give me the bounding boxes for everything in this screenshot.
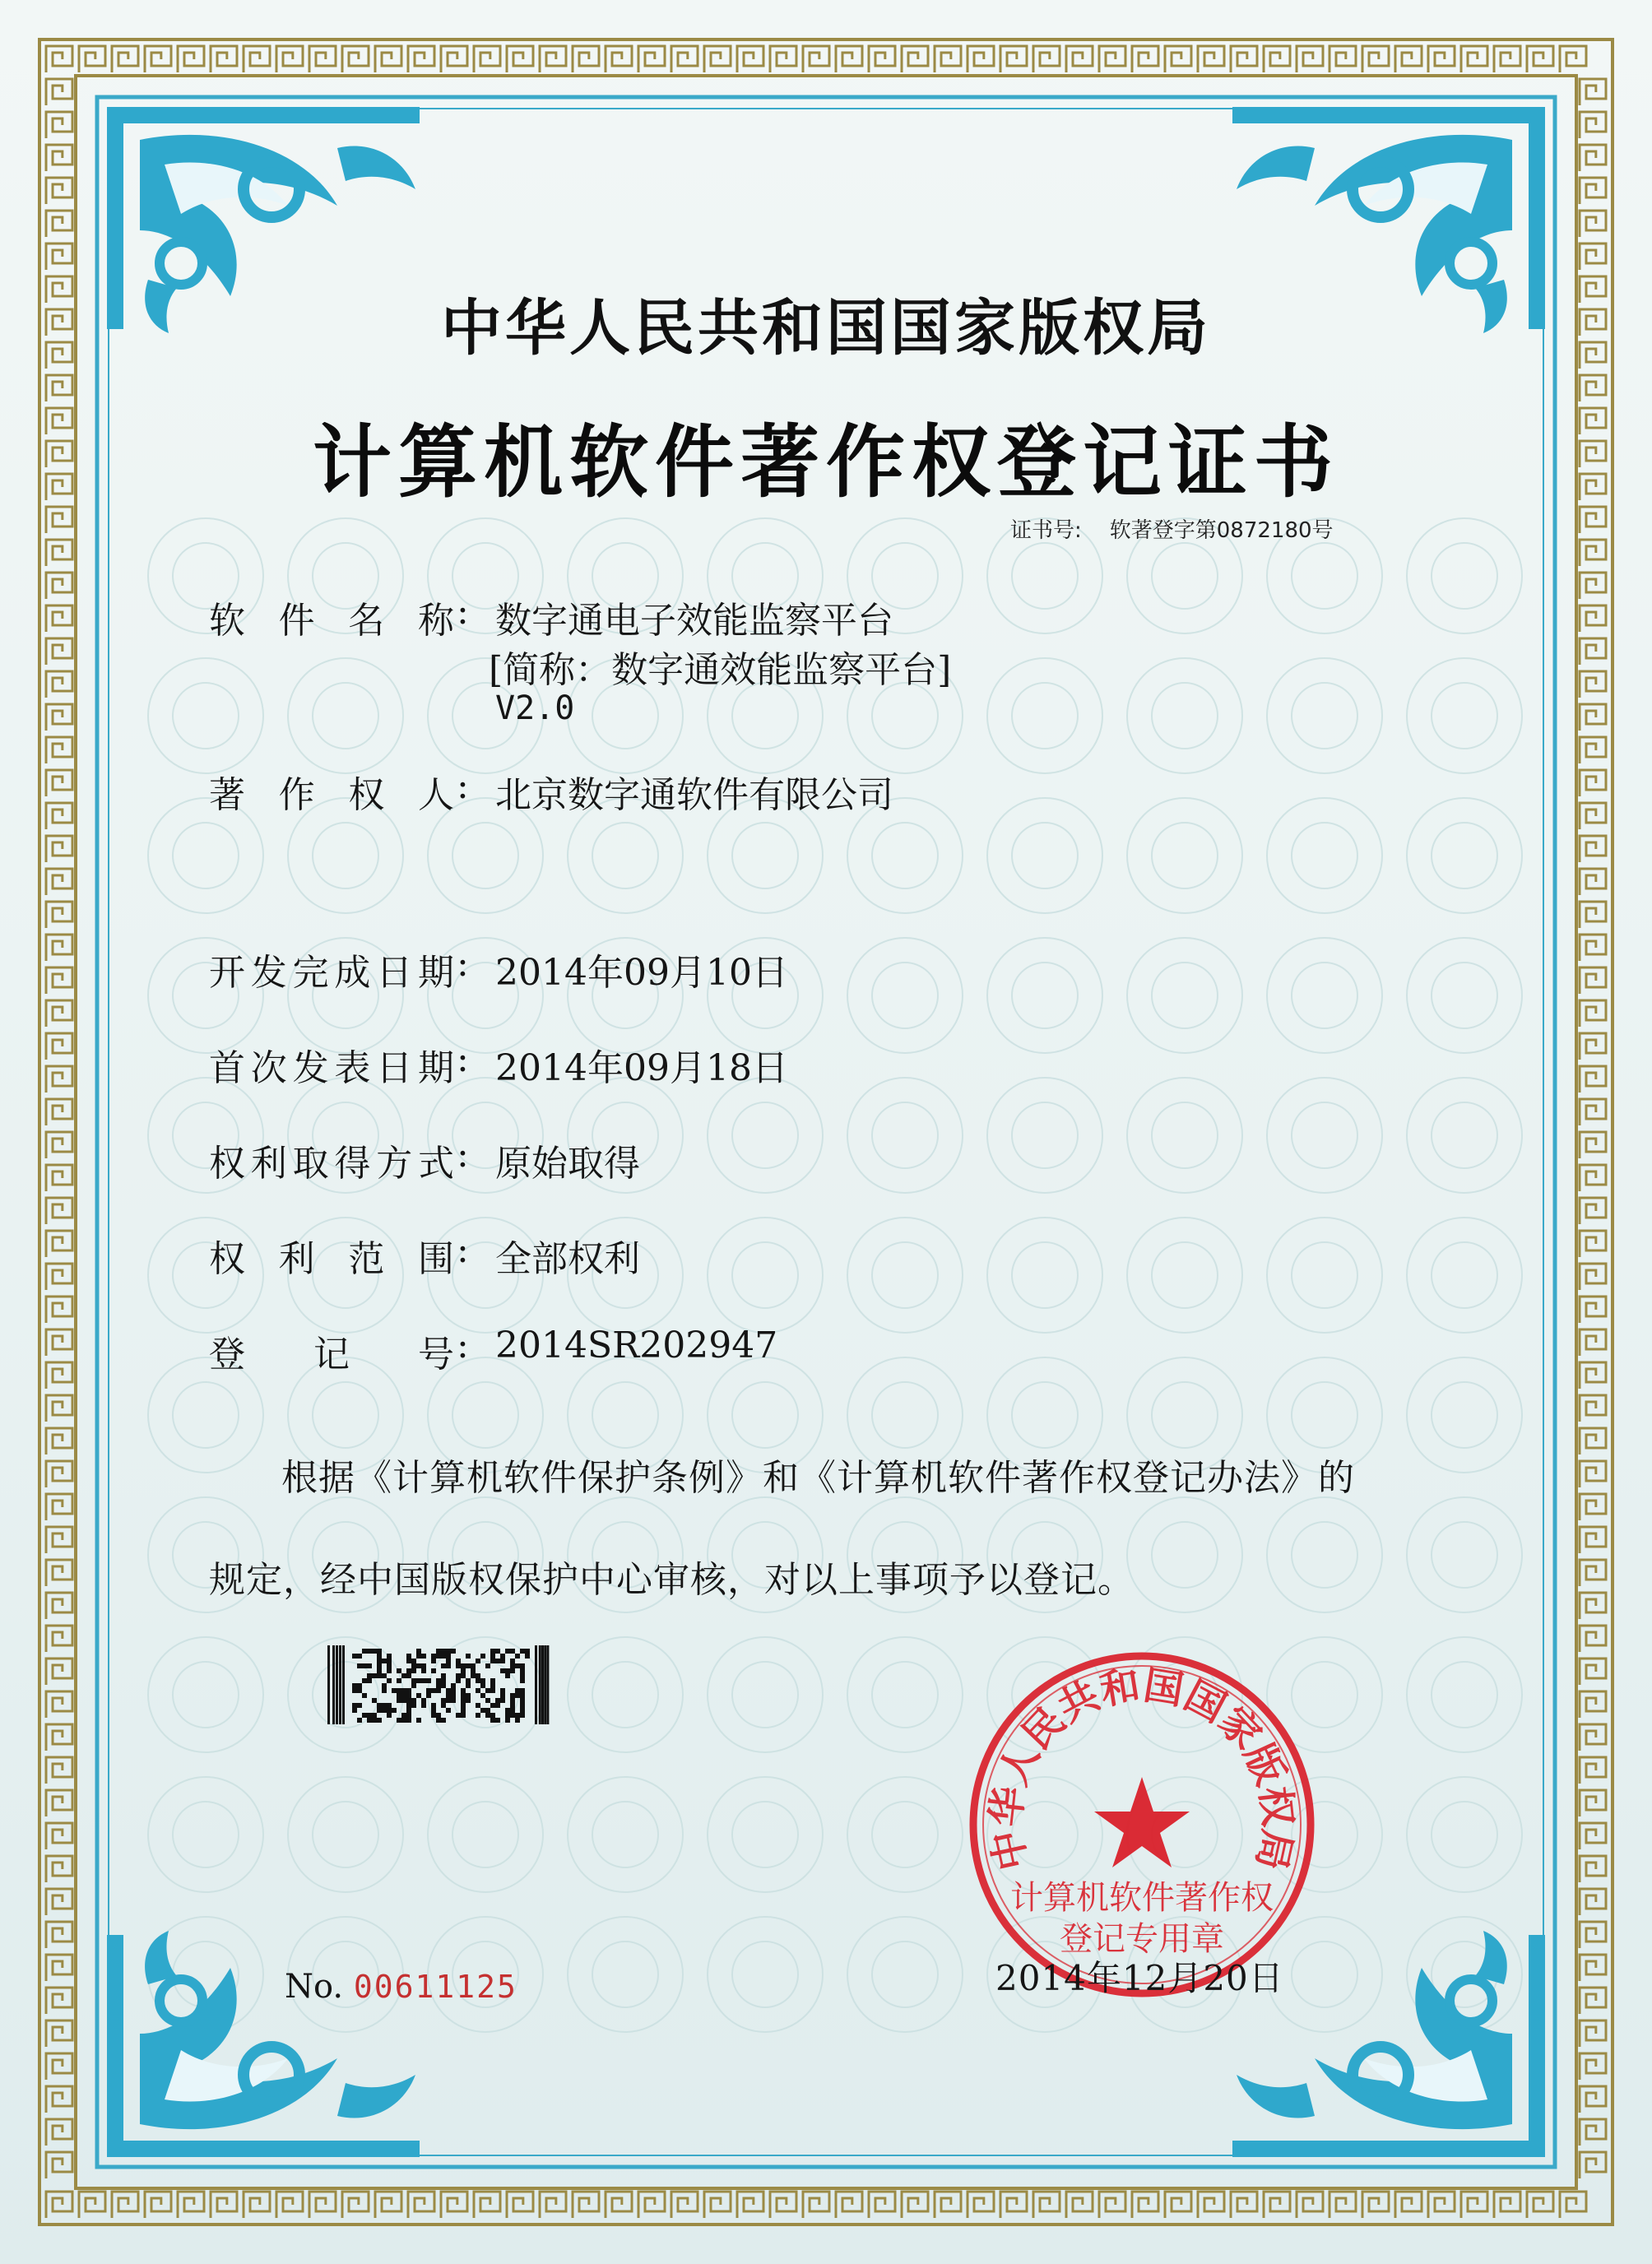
registration-number-label: 登记号: [209, 1334, 454, 1376]
certificate-number-value: 软著登字第0872180号: [1109, 518, 1334, 543]
serial-number: [285, 1968, 517, 2006]
acquisition-method-label: 权利取得方式: [209, 1143, 454, 1185]
colon: :: [457, 765, 469, 807]
rights-scope-label: 权利范围: [209, 1238, 454, 1280]
corner-ornament-bottom-left: [90, 1918, 436, 2174]
seal-outer-text: 中华人民共和国国家版权局: [982, 1662, 1302, 1875]
acquisition-method-value: 原始取得: [495, 1143, 640, 1185]
copyright-owner-value: 北京数字通软件有限公司: [495, 774, 893, 816]
colon: :: [457, 1134, 469, 1176]
software-version: V2.0: [495, 689, 575, 727]
seal-star: [1094, 1777, 1190, 1867]
certificate-number: [1010, 513, 1334, 544]
issuing-authority: 中华人民共和国国家版权局: [441, 293, 1211, 364]
software-name-line-1: 数字通电子效能监察平台: [495, 600, 893, 642]
seal-inner-line-2: 登记专用章: [1060, 1920, 1224, 1958]
publication-date-label: 首次发表日期: [209, 1047, 454, 1089]
rights-scope-value: 全部权利: [495, 1238, 640, 1280]
issue-date: 2014年12月20日: [995, 1958, 1284, 1998]
barcode-image: [327, 1645, 553, 1724]
colon: :: [457, 1038, 469, 1080]
development-date-label: 开发完成日期: [209, 952, 454, 994]
certificate-number-label: 证书号:: [1010, 518, 1082, 543]
statement-line-1: 根据《计算机软件保护条例》和《计算机软件著作权登记办法》的: [281, 1457, 1355, 1499]
statement-line-2: 规定，经中国版权保护中心审核，对以上事项予以登记。: [209, 1559, 1135, 1601]
colon: :: [457, 943, 469, 985]
colon: :: [457, 1229, 469, 1271]
colon: :: [457, 1325, 469, 1366]
development-date-value: 2014年09月10日: [495, 952, 788, 994]
seal-inner-line-1: 计算机软件著作权: [1010, 1879, 1274, 1917]
serial-number-value: 00611125: [353, 1969, 517, 2005]
colon: :: [457, 591, 469, 633]
software-name-label: 软件名称: [209, 600, 454, 642]
serial-number-label: No.: [285, 1968, 344, 2006]
publication-date-value: 2014年09月18日: [495, 1047, 788, 1089]
software-name-line-2: [简称：数字通效能监察平台]: [489, 649, 952, 691]
copyright-owner-label: 著作权人: [209, 774, 454, 816]
certificate-title: 计算机软件著作权登记证书: [313, 416, 1339, 508]
registration-number-value: 2014SR202947: [495, 1325, 778, 1366]
